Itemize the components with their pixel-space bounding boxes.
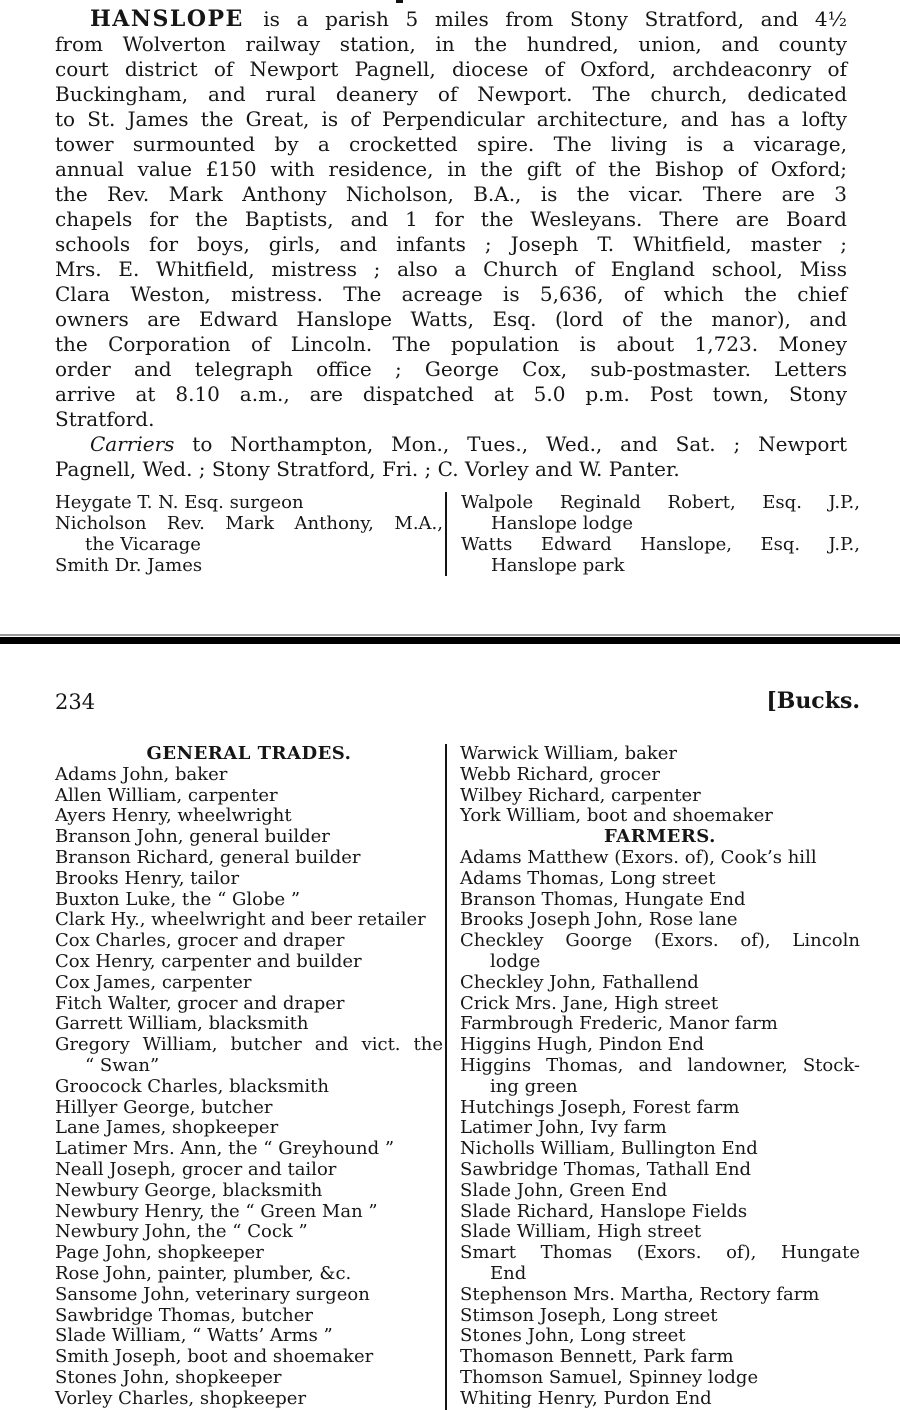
text-line: HANSLOPE is a parish 5 miles from Stony Stratford, and 4½ <box>90 6 847 32</box>
text-line: Adams Thomas, Long street <box>460 867 716 889</box>
private-residents-section <box>55 492 860 576</box>
text-line: Ayers Henry, wheelwright <box>55 805 292 827</box>
text-line: Gregory William, butcher and vict. the <box>55 1034 443 1056</box>
residents-right-column <box>447 492 860 576</box>
scan-artifact <box>396 0 403 3</box>
text-line: Crick Mrs. Jane, High street <box>460 992 719 1014</box>
trades-right-column <box>447 744 860 1410</box>
place-headword: HANSLOPE <box>90 6 264 32</box>
text-line: Pagnell, Wed. ; Stony Stratford, Fri. ; C. Vorley and W. Panter. <box>55 457 680 481</box>
text-line: Brooks Joseph John, Rose lane <box>460 909 738 931</box>
text-line: Carriers to Northampton, Mon., Tues., Wed., and Sat. ; Newport <box>90 432 848 456</box>
residents-left-column <box>55 492 443 576</box>
text-line: from Wolverton railway station, in the hundred, union, and county <box>55 32 847 56</box>
text-line: Stones John, Long street <box>460 1325 686 1347</box>
text-line: Hillyer George, butcher <box>55 1096 273 1118</box>
text-line: Latimer John, Ivy farm <box>460 1117 667 1139</box>
text-line: Warwick William, baker <box>460 743 678 764</box>
text-line: lodge <box>490 950 541 972</box>
text-line: Sansome John, veterinary surgeon <box>55 1283 370 1305</box>
text-line: Hanslope lodge <box>491 513 634 534</box>
text-line: Higgins Hugh, Pindon End <box>460 1034 705 1056</box>
text-line: Adams Matthew (Exors. of), Cook’s hill <box>460 846 817 868</box>
text-line: Adams John, baker <box>55 763 228 785</box>
text-line: Sawbridge Thomas, butcher <box>55 1304 313 1326</box>
text-line: tower surmounted by a crocketted spire. The living is a vicarage, <box>55 132 847 156</box>
text-line: Smith Dr. James <box>55 555 203 576</box>
text-line: ing green <box>490 1075 578 1097</box>
carriers-label: Carriers <box>90 432 193 456</box>
text-line: Slade Richard, Hanslope Fields <box>460 1200 748 1222</box>
text-line: Hutchings Joseph, Forest farm <box>460 1096 740 1118</box>
text-line: Heygate T. N. Esq. surgeon <box>55 492 304 513</box>
text-line: Rose John, painter, plumber, &c. <box>55 1262 352 1284</box>
text-line: Allen William, carpenter <box>55 784 278 806</box>
text-line: Smith Joseph, boot and shoemaker <box>55 1346 374 1368</box>
text-line: Branson Richard, general builder <box>55 846 361 868</box>
text-line: Branson Thomas, Hungate End <box>460 888 746 910</box>
parish-description-paragraph <box>55 7 847 482</box>
page-number: 234 <box>55 690 96 714</box>
text-line: Garrett William, blacksmith <box>55 1013 309 1035</box>
text-line: the Rev. Mark Anthony Nicholson, B.A., is the vicar. There are 3 <box>55 182 847 206</box>
text-line: Buxton Luke, the “ Globe ” <box>55 888 301 910</box>
text-line: Checkley Goorge (Exors. of), Lincoln <box>460 930 860 952</box>
text-line: Slade John, Green End <box>460 1179 668 1201</box>
text-line: the Corporation of Lincoln. The population is about 1,723. Money <box>55 332 847 356</box>
text-line: Cox Charles, grocer and draper <box>55 930 345 952</box>
text-line: Newbury George, blacksmith <box>55 1179 323 1201</box>
text-line: Branson John, general builder <box>55 826 330 848</box>
section-heading: FARMERS. <box>604 826 716 848</box>
text-line: Stimson Joseph, Long street <box>460 1304 718 1326</box>
text-line: Whiting Henry, Purdon End <box>460 1387 712 1409</box>
text-line: Buckingham, and rural deanery of Newport. The church, dedicated <box>55 82 847 106</box>
page-divider-bar <box>0 637 900 644</box>
text-line: End <box>490 1262 527 1284</box>
text-line: Groocock Charles, blacksmith <box>55 1075 329 1097</box>
text-line: Newbury Henry, the “ Green Man ” <box>55 1200 378 1222</box>
text-line: schools for boys, girls, and infants ; Joseph T. Whitfield, master ; <box>55 232 847 256</box>
text-line: Thomson Samuel, Spinney lodge <box>460 1366 759 1388</box>
text-line: Nicholson Rev. Mark Anthony, M.A., <box>55 513 443 534</box>
text-line: court district of Newport Pagnell, diocese of Oxford, archdeaconry of <box>55 57 847 81</box>
text-line: Walpole Reginald Robert, Esq. J.P., <box>461 492 860 513</box>
page-divider-shadow <box>0 634 900 636</box>
text-line: Nicholls William, Bullington End <box>460 1138 758 1160</box>
trades-left-column <box>55 744 443 1410</box>
text-line: chapels for the Baptists, and 1 for the Wesleyans. There are Board <box>55 207 847 231</box>
text-line: Stones John, shopkeeper <box>55 1366 282 1388</box>
county-label: [Bucks. <box>766 688 860 714</box>
text-line: Vorley Charles, shopkeeper <box>55 1387 307 1409</box>
text-line: Hanslope park <box>491 555 625 576</box>
text-line: Clara Weston, mistress. The acreage is 5,636, of which the chief <box>55 282 847 306</box>
text-line: order and telegraph office ; George Cox, sub-postmaster. Letters <box>55 357 847 381</box>
text-line: Mrs. E. Whitfield, mistress ; also a Church of England school, Miss <box>55 257 847 281</box>
text-line: Clark Hy., wheelwright and beer retailer <box>55 909 426 931</box>
trades-directory-section <box>55 744 860 1410</box>
text-line: to St. James the Great, is of Perpendicular architecture, and has a lofty <box>55 107 847 131</box>
text-line: Slade William, “ Watts’ Arms ” <box>55 1325 333 1347</box>
text-line: Cox Henry, carpenter and builder <box>55 950 362 972</box>
text-line: Higgins Thomas, and landowner, Stock- <box>460 1054 860 1076</box>
text-line: Neall Joseph, grocer and tailor <box>55 1158 337 1180</box>
text-line: Stratford. <box>55 407 155 431</box>
running-head <box>55 688 860 718</box>
text-line: Fitch Walter, grocer and draper <box>55 992 345 1014</box>
text-line: Brooks Henry, tailor <box>55 867 240 889</box>
text-line: Watts Edward Hanslope, Esq. J.P., <box>461 534 860 555</box>
text-line: Latimer Mrs. Ann, the “ Greyhound ” <box>55 1138 395 1160</box>
text-line: Thomason Bennett, Park farm <box>460 1346 734 1368</box>
text-line: Slade William, High street <box>460 1221 702 1243</box>
text-line: Farmbrough Frederic, Manor farm <box>460 1013 778 1035</box>
text-line: “ Swan” <box>85 1054 160 1076</box>
text-line: Wilbey Richard, carpenter <box>460 784 701 806</box>
text-line: annual value £150 with residence, in the gift of the Bishop of Oxford; <box>55 157 847 181</box>
text-line: Lane James, shopkeeper <box>55 1117 279 1139</box>
text-line: York William, boot and shoemaker <box>460 805 773 827</box>
text-line: Sawbridge Thomas, Tathall End <box>460 1158 752 1180</box>
text-line: the Vicarage <box>85 534 201 555</box>
text-line: Newbury John, the “ Cock ” <box>55 1221 308 1243</box>
text-line: Stephenson Mrs. Martha, Rectory farm <box>460 1283 820 1305</box>
text-line: Checkley John, Fathallend <box>460 971 699 993</box>
text-line: Page John, shopkeeper <box>55 1242 264 1264</box>
text-line: owners are Edward Hanslope Watts, Esq. (lord of the manor), and <box>55 307 847 331</box>
section-heading: GENERAL TRADES. <box>146 743 352 764</box>
text-line: arrive at 8.10 a.m., are dispatched at 5.0 p.m. Post town, Stony <box>55 382 847 406</box>
text-line: Smart Thomas (Exors. of), Hungate <box>460 1242 860 1264</box>
text-line: Cox James, carpenter <box>55 971 252 993</box>
text-line: Webb Richard, grocer <box>460 763 661 785</box>
